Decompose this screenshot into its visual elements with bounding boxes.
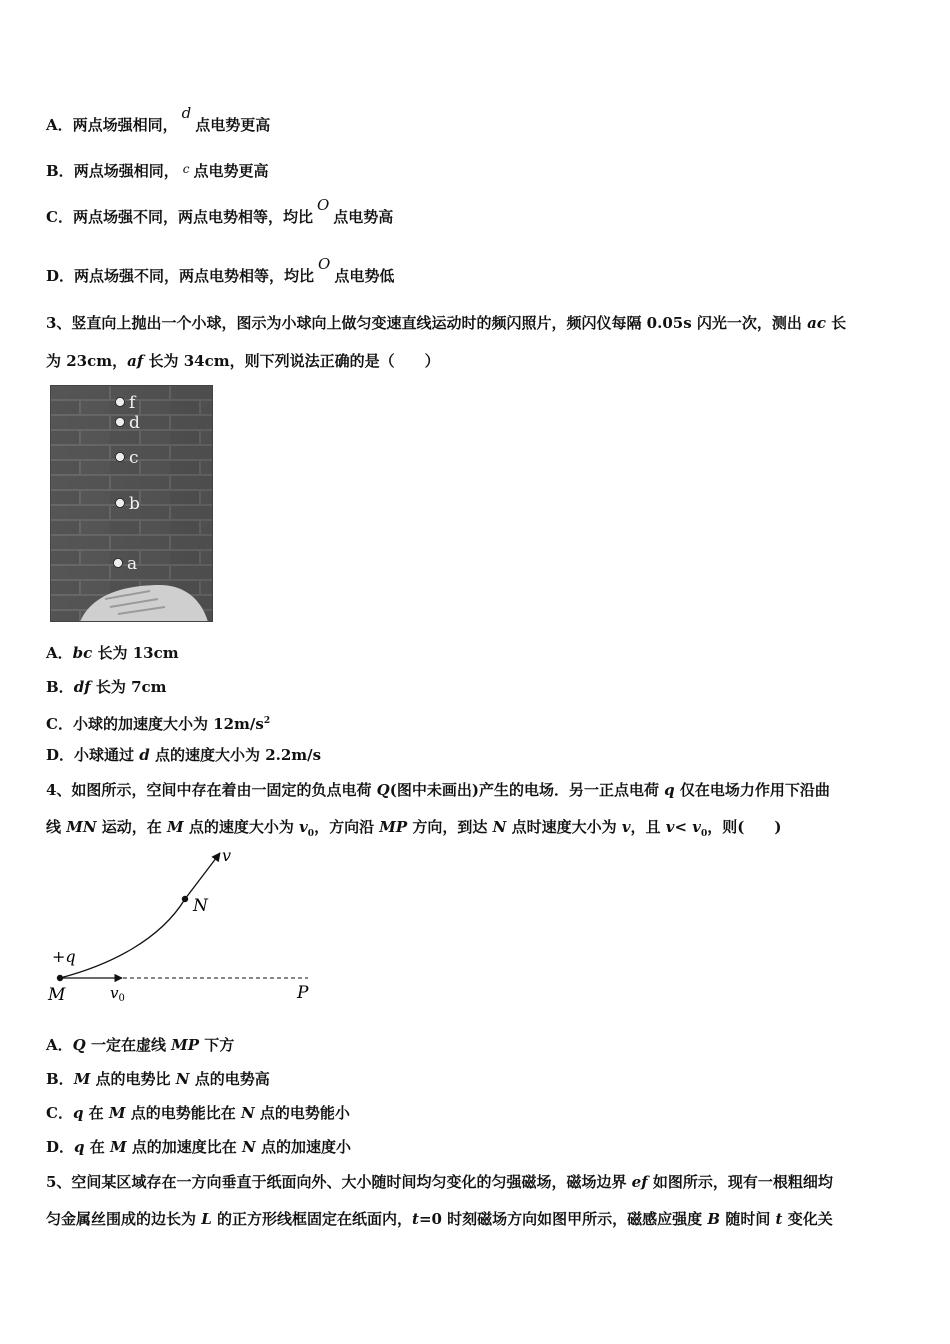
ball-d bbox=[116, 418, 125, 427]
q2-option-d bbox=[46, 255, 395, 286]
stem-text: (图中未画出)产生的电场．另一正点电荷 bbox=[389, 781, 665, 799]
option-var: df bbox=[73, 678, 91, 696]
ball-label-f: f bbox=[129, 393, 136, 413]
option-var: M bbox=[109, 1138, 127, 1156]
stem-var: t bbox=[412, 1210, 419, 1228]
option-var: bc bbox=[72, 644, 93, 662]
stem-text: 线 bbox=[46, 818, 67, 836]
stem-text: =0 时刻磁场方向如图甲所示，磁感应强度 bbox=[418, 1210, 708, 1228]
option-text: 在 bbox=[83, 1104, 109, 1122]
q2-option-b bbox=[46, 161, 268, 182]
stem-var: ac bbox=[807, 314, 826, 332]
q4-option-d bbox=[46, 1137, 351, 1157]
stem-text: 4、如图所示，空间中存在着由一固定的负点电荷 bbox=[46, 781, 377, 799]
stem-text: 3、竖直向上抛出一个小球，图示为小球向上做匀变速直线运动时的频闪照片，频闪仪每隔 0.05s 闪光一次，测出 bbox=[46, 314, 808, 332]
superscript: 2 bbox=[263, 716, 271, 726]
q4-stem-line2 bbox=[46, 817, 781, 844]
option-text: 点的电势能小 bbox=[254, 1104, 350, 1122]
q5-stem-line1 bbox=[46, 1172, 833, 1192]
option-text: 点的电势比 bbox=[90, 1070, 176, 1088]
option-label: D． bbox=[46, 1138, 75, 1156]
stem-text: 的正方形线框固定在纸面内， bbox=[211, 1210, 413, 1228]
q3-stem-line2 bbox=[46, 351, 440, 371]
option-label: A． bbox=[46, 116, 73, 134]
stem-text: ，方向沿 bbox=[314, 818, 380, 836]
label-v: v bbox=[222, 846, 232, 865]
option-label: D． bbox=[46, 746, 75, 764]
option-text: 一定在虚线 bbox=[85, 1036, 172, 1054]
option-text: 两点场强不同，两点电势相等，均比 bbox=[74, 267, 315, 285]
option-label: B． bbox=[46, 678, 74, 696]
option-text: 在 bbox=[84, 1138, 110, 1156]
option-label: D． bbox=[46, 267, 75, 285]
stem-var: q bbox=[664, 781, 675, 799]
stem-var: B bbox=[707, 1210, 721, 1228]
stem-var: v bbox=[692, 818, 701, 836]
stem-text: 长 bbox=[825, 314, 847, 332]
label-v0: $v_0$ bbox=[110, 984, 125, 1004]
stem-text: 如图所示，现有一根粗细均 bbox=[647, 1173, 833, 1191]
q4-option-a bbox=[46, 1035, 234, 1055]
subscript: 0 bbox=[307, 829, 315, 839]
option-text: 点的加速度比在 bbox=[126, 1138, 243, 1156]
stem-var: v bbox=[621, 818, 631, 836]
ball-label-c: c bbox=[129, 448, 139, 468]
option-symbol: O bbox=[318, 255, 331, 273]
q2-option-a bbox=[46, 104, 271, 135]
option-text: 点的电势高 bbox=[189, 1070, 270, 1088]
q3-option-b bbox=[46, 677, 167, 697]
stem-text: 变化关 bbox=[782, 1210, 833, 1228]
option-var: q bbox=[72, 1104, 84, 1122]
option-text: 小球通过 bbox=[74, 746, 140, 764]
ball-c bbox=[116, 453, 125, 462]
option-label: C． bbox=[46, 208, 73, 226]
label-p: P bbox=[297, 983, 309, 1003]
stem-text: 运动，在 bbox=[96, 818, 168, 836]
option-label: C． bbox=[46, 1104, 73, 1122]
stem-var: L bbox=[201, 1210, 212, 1228]
v-arrow bbox=[185, 853, 220, 899]
label-q: +q bbox=[52, 947, 76, 966]
stem-text: 点的速度大小为 bbox=[183, 818, 300, 836]
q5-stem-line2 bbox=[46, 1209, 833, 1229]
option-label: B． bbox=[46, 1070, 74, 1088]
option-symbol: d bbox=[181, 104, 192, 122]
strobe-photo bbox=[50, 385, 213, 622]
q3-option-d bbox=[46, 745, 321, 765]
option-text: 点的速度大小为 2.2m/s bbox=[149, 746, 322, 764]
q4-option-c bbox=[46, 1103, 350, 1123]
option-text: 小球的加速度大小为 12m/s bbox=[72, 715, 264, 733]
option-text: 点电势更高 bbox=[195, 116, 271, 134]
option-text: 点电势更高 bbox=[193, 162, 269, 180]
stem-var: MN bbox=[66, 818, 97, 836]
ball-f bbox=[116, 398, 125, 407]
stem-var: MP bbox=[379, 818, 408, 836]
stem-var: M bbox=[167, 818, 184, 836]
ball-label-a: a bbox=[127, 554, 138, 574]
option-text: 两点场强相同， bbox=[72, 116, 178, 134]
stem-var: ef bbox=[631, 1173, 648, 1191]
option-text: 点电势低 bbox=[334, 267, 395, 285]
q2-option-c bbox=[46, 196, 394, 227]
stem-var: Q bbox=[376, 781, 390, 799]
stem-text: < bbox=[674, 818, 693, 836]
stem-text: 为 23cm， bbox=[46, 352, 128, 370]
option-var: q bbox=[74, 1138, 85, 1156]
curve-mn bbox=[60, 899, 185, 978]
stem-text: 随时间 bbox=[720, 1210, 776, 1228]
option-text: 两点场强相同， bbox=[73, 162, 179, 180]
option-text: 长为 7cm bbox=[90, 678, 167, 696]
stem-var: N bbox=[492, 818, 507, 836]
q3-option-a bbox=[46, 643, 179, 663]
q4-option-b bbox=[46, 1069, 270, 1089]
option-label: A． bbox=[46, 644, 73, 662]
ball-label-d: d bbox=[129, 413, 140, 433]
stem-var: v bbox=[665, 818, 675, 836]
stem-text: ，则( ) bbox=[707, 818, 782, 836]
option-var: M bbox=[108, 1104, 126, 1122]
ball-label-b: b bbox=[129, 494, 140, 514]
option-symbol: O bbox=[316, 196, 330, 214]
option-text: 点电势高 bbox=[333, 208, 394, 226]
option-text: 下方 bbox=[199, 1036, 235, 1054]
option-text: 点的电势能比在 bbox=[125, 1104, 241, 1122]
option-var: N bbox=[175, 1070, 190, 1088]
stem-text: 仅在电场力作用下沿曲 bbox=[674, 781, 830, 799]
option-text: 长为 13cm bbox=[92, 644, 179, 662]
point-n bbox=[182, 896, 188, 902]
label-m: M bbox=[48, 985, 66, 1005]
trajectory-diagram bbox=[40, 845, 330, 1005]
option-var: Q bbox=[72, 1036, 86, 1054]
ball-b bbox=[116, 499, 125, 508]
stem-text: 5、空间某区域存在一方向垂直于纸面向外、大小随时间均匀变化的匀强磁场，磁场边界 bbox=[46, 1173, 632, 1191]
stem-var: af bbox=[127, 352, 144, 370]
stem-text: 点时速度大小为 bbox=[506, 818, 622, 836]
q3-option-c bbox=[46, 711, 270, 734]
stem-text: 长为 34cm，则下列说法正确的是（ ） bbox=[143, 352, 440, 370]
option-var: N bbox=[242, 1138, 256, 1156]
stem-var: v bbox=[299, 818, 308, 836]
option-text: 两点场强不同，两点电势相等，均比 bbox=[72, 208, 313, 226]
stem-text: ，且 bbox=[630, 818, 666, 836]
stem-var: t bbox=[775, 1210, 783, 1228]
option-text: 点的加速度小 bbox=[255, 1138, 351, 1156]
point-m bbox=[57, 975, 63, 981]
stem-text: 匀金属丝围成的边长为 bbox=[46, 1210, 202, 1228]
q3-stem-line1 bbox=[46, 313, 846, 333]
option-symbol: c bbox=[182, 162, 190, 176]
option-label: C． bbox=[46, 715, 73, 733]
option-label: A． bbox=[46, 1036, 73, 1054]
option-var: d bbox=[139, 746, 150, 764]
option-var: M bbox=[73, 1070, 91, 1088]
option-var: MP bbox=[171, 1036, 200, 1054]
stem-text: 方向，到达 bbox=[407, 818, 493, 836]
ball-a bbox=[114, 559, 123, 568]
option-label: B． bbox=[46, 162, 74, 180]
option-var: N bbox=[240, 1104, 255, 1122]
q4-stem-line1 bbox=[46, 780, 830, 800]
subscript: 0 bbox=[701, 829, 708, 839]
label-n: N bbox=[193, 896, 208, 916]
